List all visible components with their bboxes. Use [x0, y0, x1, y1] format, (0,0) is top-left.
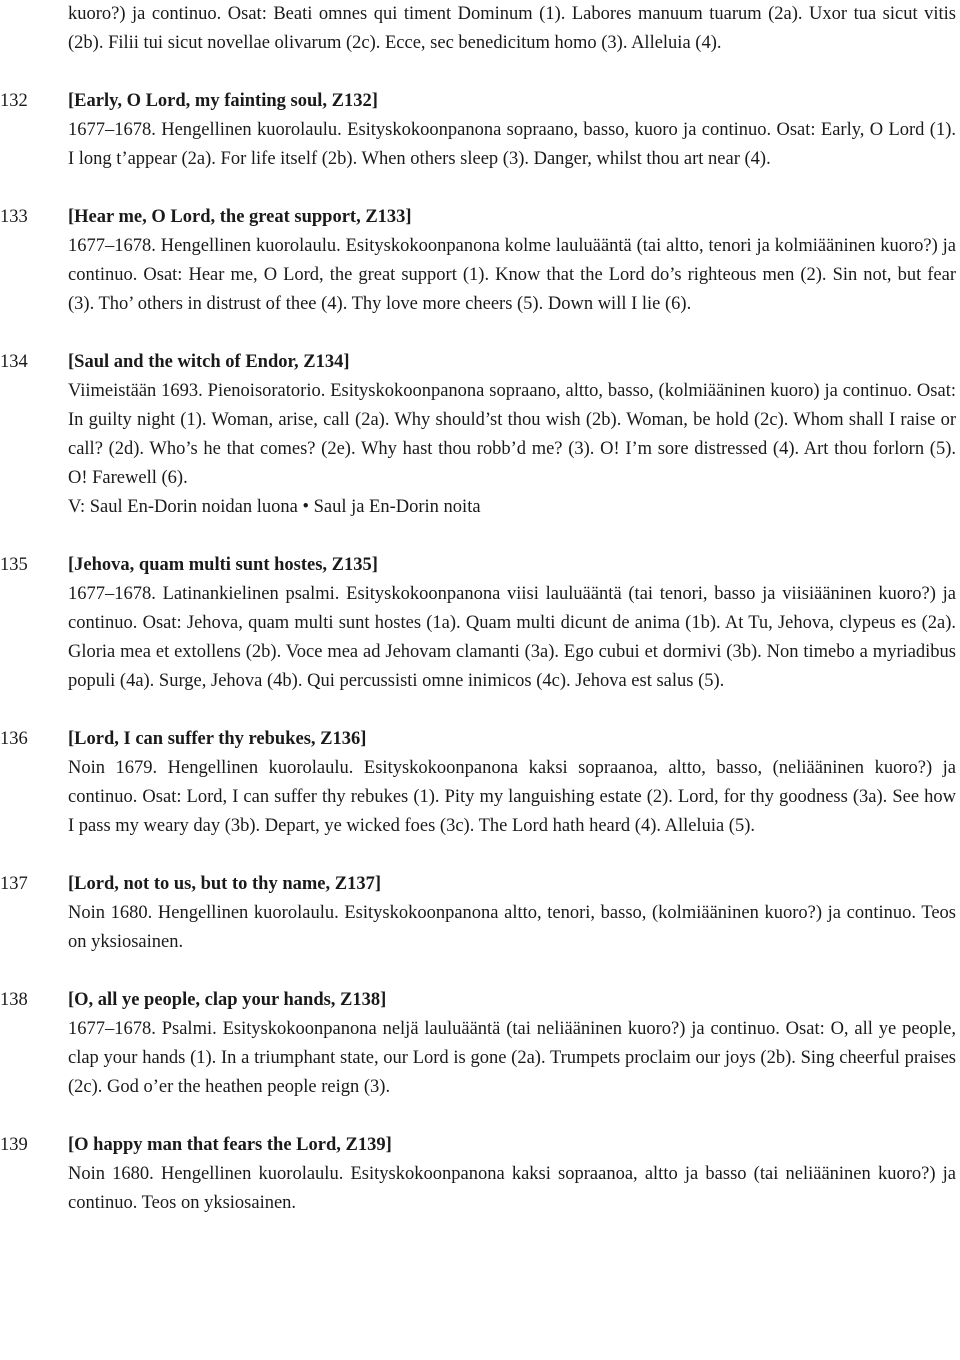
continuation-paragraph: kuoro?) ja continuo. Osat: Beati omnes qui timent Dominum (1). Labores manuum tuarum (2a). Uxor tua sicut vitis (2b). Filii tui sicut novellae olivarum (2c). Ecce, sec benedicitum homo (3). Alleluia (4). — [68, 4, 956, 53]
entry-variant-titles: V: Saul En-Dorin noidan luona • Saul ja En-Dorin noita — [68, 497, 481, 517]
entry-list — [0, 87, 960, 1218]
catalog-entry — [0, 1131, 960, 1218]
catalog-entry — [0, 870, 960, 957]
catalog-entry — [0, 986, 960, 1102]
entry-number: 137 — [0, 874, 28, 894]
entry-body — [68, 870, 956, 957]
entry-title: [O, all ye people, clap your hands, Z138] — [68, 990, 387, 1010]
catalog-entry — [0, 725, 960, 841]
entry-body — [68, 203, 956, 319]
entry-description: 1677–1678. Psalmi. Esityskokoonpanona neljä lauluääntä (tai neliääninen kuoro?) ja continuo. Osat: O, all ye people, clap your hands (1). In a triumphant state, our Lord is gone (2a). Trumpets proclaim our joys (2b). Sing cheerful praises (2c). God o’er the heathen people reign (3). — [68, 1019, 956, 1097]
entry-body — [68, 348, 956, 522]
entry-number: 135 — [0, 555, 28, 575]
entry-body — [68, 87, 956, 174]
entry-number: 138 — [0, 990, 28, 1010]
entry-number: 136 — [0, 729, 28, 749]
catalog-entry — [0, 87, 960, 174]
catalog-entry — [0, 203, 960, 319]
entry-description: Viimeistään 1693. Pienoisoratorio. Esityskokoonpanona sopraano, altto, basso, (kolmiääninen kuoro) ja continuo. Osat: In guilty night (1). Woman, arise, call (2a). Why should’st thou wish (2b). Woman, be hold (2c). Whom shall I raise or call? (2d). Who’s he that comes? (2e). Why hast thou robb’d me? (3). O! I’m sore distressed (4). Art thou forlorn (5). O! Farewell (6). — [68, 381, 956, 488]
entry-body — [68, 986, 956, 1102]
entry-number: 133 — [0, 207, 28, 227]
entry-number: 134 — [0, 352, 28, 372]
catalog-entry — [0, 348, 960, 522]
entry-description: Noin 1679. Hengellinen kuorolaulu. Esityskokoonpanona kaksi sopraanoa, altto, basso, (neliääninen kuoro?) ja continuo. Osat: Lord, I can suffer thy rebukes (1). Pity my languishing estate (2). Lord, for thy goodness (3a). See how I pass my weary day (3b). Depart, ye wicked foes (3c). The Lord hath heard (4). Alleluia (5). — [68, 758, 956, 836]
entry-description: 1677–1678. Latinankielinen psalmi. Esityskokoonpanona viisi lauluääntä (tai tenori, basso ja viisiääninen kuoro?) ja continuo. Osat: Jehova, quam multi sunt hostes (1a). Quam multi dicunt de anima (1b). At Tu, Jehova, clypeus es (2a). Gloria mea et extollens (2b). Voce mea ad Jehovam clamanti (3a). Ego cubui et dormivi (3b). Non timebo a myriadibus populi (4a). Surge, Jehova (4b). Qui percussisti omne inimicos (4c). Jehova est salus (5). — [68, 584, 956, 691]
entry-description: Noin 1680. Hengellinen kuorolaulu. Esityskokoonpanona kaksi sopraanoa, altto ja basso (tai neliääninen kuoro?) ja continuo. Teos on yksiosainen. — [68, 1164, 956, 1213]
entry-body — [68, 551, 956, 696]
entry-body — [68, 725, 956, 841]
entry-title: [Early, O Lord, my fainting soul, Z132] — [68, 91, 378, 111]
catalog-entry — [0, 551, 960, 696]
entry-title: [Hear me, O Lord, the great support, Z133] — [68, 207, 412, 227]
entry-body — [68, 1131, 956, 1218]
entry-description: 1677–1678. Hengellinen kuorolaulu. Esityskokoonpanona kolme lauluääntä (tai altto, tenori ja kolmiääninen kuoro?) ja continuo. Osat: Hear me, O Lord, the great support (1). Know that the Lord do’s righteous men (2). Sin not, but fear (3). Tho’ others in distrust of thee (4). Thy love more cheers (5). Down will I lie (6). — [68, 236, 956, 314]
entry-number: 139 — [0, 1135, 28, 1155]
entry-description: 1677–1678. Hengellinen kuorolaulu. Esityskokoonpanona sopraano, basso, kuoro ja continuo. Osat: Early, O Lord (1). I long t’appear (2a). For life itself (2b). When others sleep (3). Danger, whilst thou art near (4). — [68, 120, 956, 169]
entry-description: Noin 1680. Hengellinen kuorolaulu. Esityskokoonpanona altto, tenori, basso, (kolmiääninen kuoro?) ja continuo. Teos on yksiosainen. — [68, 903, 956, 952]
entry-title: [O happy man that fears the Lord, Z139] — [68, 1135, 392, 1155]
entry-number: 132 — [0, 91, 28, 111]
entry-title: [Saul and the witch of Endor, Z134] — [68, 352, 350, 372]
entry-title: [Lord, I can suffer thy rebukes, Z136] — [68, 729, 367, 749]
entry-title: [Lord, not to us, but to thy name, Z137] — [68, 874, 381, 894]
entry-title: [Jehova, quam multi sunt hostes, Z135] — [68, 555, 378, 575]
